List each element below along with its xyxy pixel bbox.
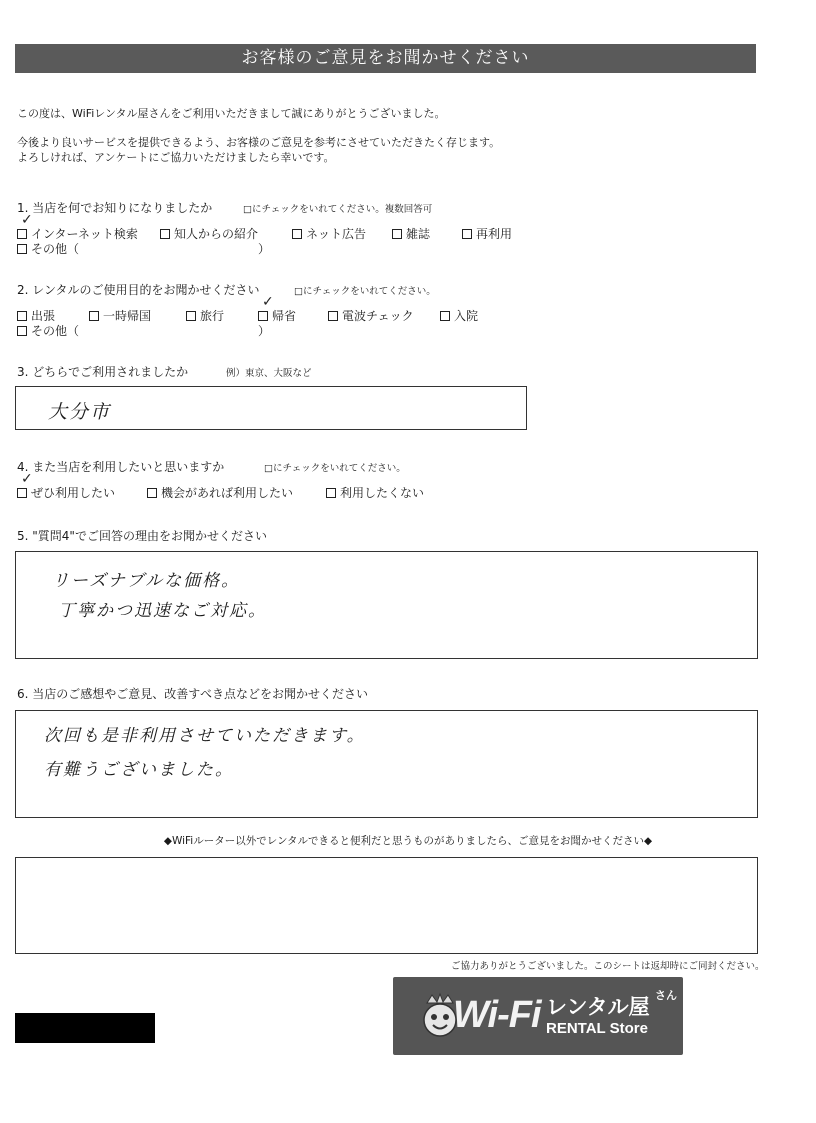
q7-label: ◆WiFiルーター以外でレンタルできると便利だと思うものがありましたら、ご意見をお聞かせください◆ [163,835,653,847]
q4-option-definitely[interactable]: ぜひ利用したい [17,484,115,501]
q1-option-net-ad[interactable]: ネット広告 [292,225,366,242]
q1-option-magazine[interactable]: 雑誌 [392,225,430,242]
checkbox-icon[interactable] [258,311,268,321]
checkbox-icon[interactable] [462,229,472,239]
q2-note: □にチェックをいれてください。 [294,286,436,297]
q4-note: □にチェックをいれてください。 [264,463,406,474]
q4-option-if-chance[interactable]: 機会があれば利用したい [147,484,293,501]
page-title: お客様のご意見をお聞かせください [15,44,756,73]
checkbox-icon[interactable] [89,311,99,321]
q2-label: 2. レンタルのご使用目的をお聞かせください [17,283,260,297]
checkbox-icon[interactable] [17,311,27,321]
q6-answer-line-1: 次回も是非利用させていただきます。 [44,726,366,746]
q3-answer-box[interactable] [15,386,527,430]
q6-label: 6. 当店のご感想やご意見、改善すべき点などをお聞かせください [17,687,369,701]
q1-option-internet-search[interactable]: インターネット検索 [17,225,138,242]
q1-option-referral[interactable]: 知人からの紹介 [160,225,258,242]
q5-answer-box[interactable] [15,551,758,659]
q2-option-travel[interactable]: 旅行 [186,307,224,324]
checkbox-icon[interactable] [440,311,450,321]
checkbox-icon[interactable] [147,488,157,498]
q4-label: 4. また当店を利用したいと思いますか [17,460,225,474]
q2-option-signal-check[interactable]: 電波チェック [328,307,414,324]
footer-thanks: ご協力ありがとうございました。このシートは返却時にご同封ください。 [451,961,765,972]
checkmark-icon: ✓ [262,294,274,310]
checkbox-icon[interactable] [17,326,27,336]
store-logo [393,977,683,1055]
logo-san: さん [655,989,677,1002]
q2-option-temporary-return[interactable]: 一時帰国 [89,307,151,324]
q6-answer-box[interactable] [15,710,758,818]
logo-brand: Wi-Fi [453,994,541,1036]
checkbox-icon[interactable] [186,311,196,321]
q5-answer-line-2: 丁寧かつ迅速なご対応。 [58,601,267,621]
intro-line-1: この度は、WiFiレンタル屋さんをご利用いただきまして誠にありがとうございました。 [17,107,446,120]
q4-option-no[interactable]: 利用したくない [326,484,424,501]
checkmark-icon: ✓ [21,212,33,228]
q6-answer-line-2: 有難うございました。 [44,760,234,780]
q2-option-business-trip[interactable]: 出張 [17,307,55,324]
checkbox-icon[interactable] [17,229,27,239]
q3-answer: 大分市 [48,401,112,423]
q3-note: 例）東京、大阪など [226,368,312,379]
checkbox-icon[interactable] [328,311,338,321]
intro-line-2: 今後より良いサービスを提供できるよう、お客様のご意見を参考にさせていただきたく存じます。 [17,136,501,149]
logo-jp: レンタル屋 [546,995,650,1019]
checkbox-icon[interactable] [17,244,27,254]
q2-option-hospitalization[interactable]: 入院 [440,307,478,324]
q1-note: □にチェックをいれてください。複数回答可 [243,204,433,215]
q2-option-other[interactable]: その他（ [17,322,79,339]
logo-en: RENTAL Store [546,1020,648,1037]
q2-other-close: ） [258,324,271,338]
checkmark-icon: ✓ [21,471,33,487]
q1-option-other[interactable]: その他（ [17,240,79,257]
q2-option-homecoming[interactable]: 帰省 [258,307,296,324]
checkbox-icon[interactable] [17,488,27,498]
intro-line-3: よろしければ、アンケートにご協力いただけましたら幸いです。 [17,151,335,164]
q7-answer-box[interactable] [15,857,758,954]
redaction-bar [15,1013,155,1043]
q5-label: 5. "質問4"でご回答の理由をお聞かせください [17,529,267,543]
q1-other-close: ） [258,242,271,256]
q1-label: 1. 当店を何でお知りになりましたか [17,201,213,215]
checkbox-icon[interactable] [326,488,336,498]
q3-label: 3. どちらでご利用されましたか [17,365,189,379]
checkbox-icon[interactable] [160,229,170,239]
q5-answer-line-1: リーズナブルな価格。 [52,571,241,591]
q1-option-reuse[interactable]: 再利用 [462,225,512,242]
checkbox-icon[interactable] [292,229,302,239]
checkbox-icon[interactable] [392,229,402,239]
